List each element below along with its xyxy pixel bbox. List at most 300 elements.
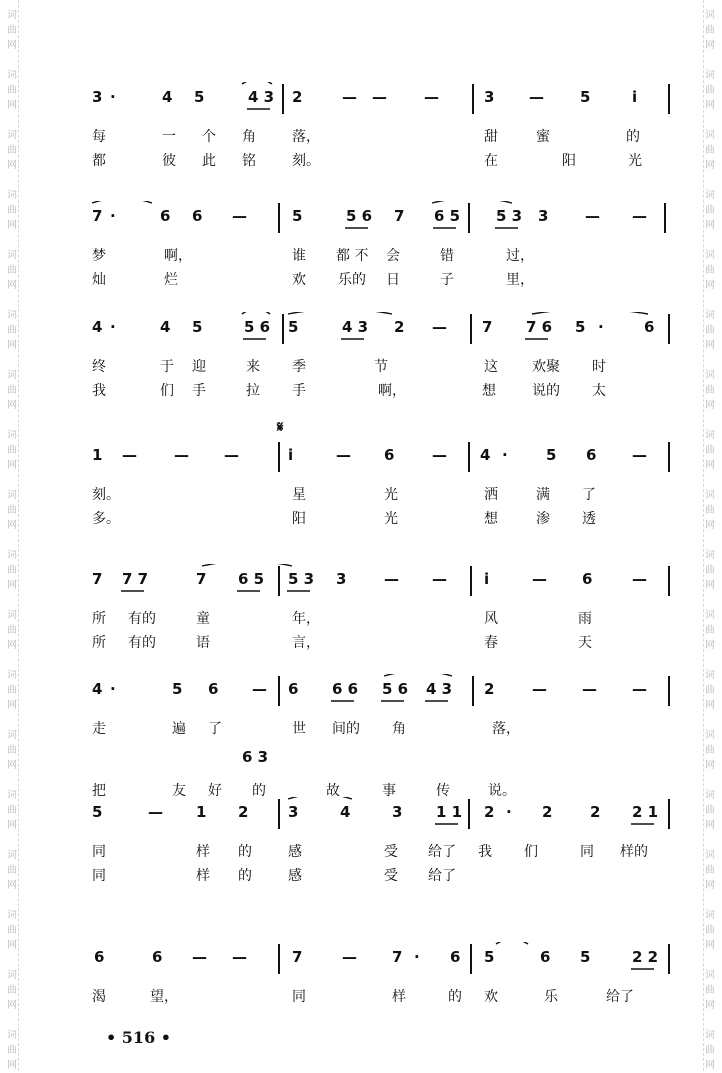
lyric-line <box>92 718 670 738</box>
jianpu-note: 1 <box>196 803 207 821</box>
lyric-syllable: 阳 <box>292 511 306 527</box>
right-watermark-char: 曲 <box>705 205 715 216</box>
left-watermark-char: 网 <box>7 280 17 291</box>
left-watermark-char: 词 <box>7 190 17 201</box>
left-watermark-char: 曲 <box>7 385 17 396</box>
jianpu-note: · <box>598 318 604 336</box>
right-watermark-char: 曲 <box>705 445 715 456</box>
lyric-syllable: 光 <box>384 487 398 503</box>
jianpu-note: — <box>342 948 357 966</box>
lyric-syllable: 刻。 <box>292 153 320 169</box>
jianpu-note: 4 3 <box>426 680 453 698</box>
jianpu-note: 6 <box>582 570 593 588</box>
lyric-syllable: 们 <box>160 383 174 399</box>
lyric-syllable: 光 <box>384 511 398 527</box>
lyric-syllable: 感 <box>288 868 302 884</box>
beam-underlines <box>92 318 670 348</box>
lyric-syllable: 的 <box>238 844 252 860</box>
lyric-syllable: 灿 <box>92 272 106 288</box>
right-watermark-char: 网 <box>705 760 715 771</box>
jianpu-note: — <box>432 570 447 588</box>
right-watermark-char: 曲 <box>705 85 715 96</box>
jianpu-note: 6 6 <box>332 680 359 698</box>
lyric-line <box>92 508 670 528</box>
left-watermark-char: 网 <box>7 40 17 51</box>
slur-arc <box>432 201 512 203</box>
right-watermark-char: 网 <box>705 640 715 651</box>
left-watermark-char: 网 <box>7 220 17 231</box>
right-watermark-char: 词 <box>705 250 715 261</box>
lyric-syllable: 星 <box>292 487 306 503</box>
lyric-syllable: 遍 <box>172 721 186 737</box>
right-watermark-char: 词 <box>705 430 715 441</box>
left-watermark-char: 网 <box>7 1060 17 1071</box>
lyric-syllable: 所 <box>92 611 106 627</box>
lyric-syllable: 子 <box>440 272 454 288</box>
jianpu-note: — <box>632 446 647 464</box>
jianpu-note: i <box>632 88 638 106</box>
left-watermark-char: 词 <box>7 10 17 21</box>
left-watermark-char: 词 <box>7 730 17 741</box>
lyric-syllable: 时 <box>592 359 606 375</box>
lyric-syllable: 于 <box>160 359 174 375</box>
lyric-syllable: 样 <box>196 844 210 860</box>
right-watermark-char: 曲 <box>705 265 715 276</box>
lyric-syllable: 此 <box>202 153 216 169</box>
right-watermark-char: 词 <box>705 550 715 561</box>
beam-underlines <box>92 948 670 978</box>
right-watermark-char: 词 <box>705 850 715 861</box>
jianpu-note: · <box>506 803 512 821</box>
left-watermark-char: 词 <box>7 130 17 141</box>
left-watermark-char: 网 <box>7 1000 17 1011</box>
jianpu-note: 6 5 <box>434 207 461 225</box>
right-watermark-char: 词 <box>705 970 715 981</box>
jianpu-note: 5 <box>288 318 299 336</box>
left-watermark-char: 网 <box>7 820 17 831</box>
jianpu-note: 5 <box>92 803 103 821</box>
left-watermark-char: 曲 <box>7 1045 17 1056</box>
right-watermark-char: 网 <box>705 220 715 231</box>
left-watermark-char: 词 <box>7 970 17 981</box>
lyric-syllable: 样的 <box>620 844 648 860</box>
jianpu-note: 5 6 <box>244 318 271 336</box>
lyric-line <box>92 150 670 170</box>
music-system <box>92 803 670 903</box>
left-watermark-char: 词 <box>7 370 17 381</box>
left-watermark-char: 词 <box>7 610 17 621</box>
lyric-line <box>92 608 670 628</box>
right-watermark-char: 曲 <box>705 25 715 36</box>
lyric-syllable: 样 <box>196 868 210 884</box>
jianpu-note: 5 3 <box>496 207 523 225</box>
ornament-notes: 6 3 <box>242 748 269 766</box>
lyric-syllable: 受 <box>384 844 398 860</box>
left-watermark-char: 曲 <box>7 445 17 456</box>
lyric-syllable: 受 <box>384 868 398 884</box>
lyric-syllable: 间的 <box>332 721 360 737</box>
jianpu-note: 4 <box>340 803 351 821</box>
right-watermark-char: 曲 <box>705 565 715 576</box>
jianpu-note: · <box>414 948 420 966</box>
lyric-syllable: 给了 <box>606 989 634 1005</box>
jianpu-note: i <box>484 570 490 588</box>
right-watermark-char: 网 <box>705 580 715 591</box>
lyric-syllable: 洒 <box>484 487 498 503</box>
jianpu-note: 6 <box>288 680 299 698</box>
left-watermark-char: 网 <box>7 700 17 711</box>
music-system <box>92 318 670 418</box>
right-watermark-char: 词 <box>705 10 715 21</box>
jianpu-note: 7 <box>394 207 405 225</box>
right-watermark-char: 曲 <box>705 805 715 816</box>
lyric-syllable: 过， <box>506 248 534 264</box>
left-watermark-char: 曲 <box>7 985 17 996</box>
left-watermark-char: 词 <box>7 790 17 801</box>
jianpu-note: 6 <box>192 207 203 225</box>
music-system <box>92 948 670 1048</box>
left-watermark-char: 词 <box>7 430 17 441</box>
jianpu-note: 6 <box>450 948 461 966</box>
jianpu-note: 6 <box>152 948 163 966</box>
jianpu-note: 3 <box>484 88 495 106</box>
lyric-syllable: 铭 <box>242 153 256 169</box>
left-watermark-char: 网 <box>7 940 17 951</box>
right-watermark-char: 网 <box>705 100 715 111</box>
jianpu-note: — <box>632 570 647 588</box>
lyric-syllable: 烂 <box>164 272 178 288</box>
lyric-syllable: 世 <box>292 721 306 737</box>
lyric-syllable: 想 <box>482 383 496 399</box>
lyric-syllable: 乐的 <box>338 272 366 288</box>
left-watermark-char: 词 <box>7 310 17 321</box>
jianpu-note: — <box>372 88 387 106</box>
right-watermark-char: 词 <box>705 610 715 621</box>
jianpu-note: 6 <box>94 948 105 966</box>
right-watermark-char: 曲 <box>705 145 715 156</box>
jianpu-note: 2 <box>590 803 601 821</box>
jianpu-note: 4 <box>480 446 491 464</box>
jianpu-note: 5 6 <box>382 680 409 698</box>
lyric-syllable: 啊， <box>378 383 406 399</box>
lyric-syllable: 甜 <box>484 129 498 145</box>
right-watermark-char: 网 <box>705 160 715 171</box>
jianpu-note: — <box>342 88 357 106</box>
jianpu-note: 4 <box>92 318 103 336</box>
jianpu-note: 4 <box>162 88 173 106</box>
jianpu-note: · <box>502 446 508 464</box>
left-watermark-char: 网 <box>7 460 17 471</box>
left-watermark-char: 网 <box>7 640 17 651</box>
right-watermark-char: 曲 <box>705 385 715 396</box>
lyric-syllable: 同 <box>292 989 306 1005</box>
segno-sign: 𝄋 <box>277 418 284 436</box>
jianpu-note: 7 <box>92 207 103 225</box>
left-watermark-char: 词 <box>7 250 17 261</box>
lyric-syllable: 个 <box>202 129 216 145</box>
lyric-line <box>92 865 670 885</box>
slur-arc <box>202 564 292 566</box>
slur-arc <box>92 201 152 203</box>
jianpu-note: 7 <box>392 948 403 966</box>
right-watermark-char: 网 <box>705 880 715 891</box>
lyric-syllable: 说。 <box>488 783 516 799</box>
right-watermark-char: 网 <box>705 460 715 471</box>
lyric-syllable: 日 <box>386 272 400 288</box>
lyric-syllable: 谁 <box>292 248 306 264</box>
lyric-syllable: 会 <box>386 248 400 264</box>
lyric-syllable: 感 <box>288 844 302 860</box>
left-watermark-char: 曲 <box>7 565 17 576</box>
lyric-syllable: 好 <box>208 783 222 799</box>
right-watermark-char: 词 <box>705 310 715 321</box>
right-watermark-char: 曲 <box>705 625 715 636</box>
lyric-syllable: 刻。 <box>92 487 120 503</box>
left-watermark-char: 曲 <box>7 685 17 696</box>
lyric-syllable: 都 <box>92 153 106 169</box>
jianpu-note: 4 <box>92 680 103 698</box>
jianpu-note: 5 <box>580 88 591 106</box>
right-watermark-char: 词 <box>705 1030 715 1041</box>
left-watermark-char: 网 <box>7 400 17 411</box>
lyric-line <box>92 356 670 376</box>
lyric-syllable: 彼 <box>162 153 176 169</box>
left-watermark-char: 曲 <box>7 205 17 216</box>
left-watermark-char: 词 <box>7 1030 17 1041</box>
lyric-syllable: 给了 <box>428 868 456 884</box>
jianpu-note: 2 2 <box>632 948 659 966</box>
lyric-syllable: 有的 <box>128 635 156 651</box>
lyric-syllable: 的 <box>626 129 640 145</box>
lyric-syllable: 同 <box>92 844 106 860</box>
right-watermark-char: 词 <box>705 70 715 81</box>
left-watermark-char: 词 <box>7 850 17 861</box>
lyric-syllable: 错 <box>440 248 454 264</box>
lyric-syllable: 梦 <box>92 248 106 264</box>
lyric-line <box>92 380 670 400</box>
left-watermark-char: 网 <box>7 760 17 771</box>
left-watermark-char: 词 <box>7 550 17 561</box>
jianpu-note: 5 <box>575 318 586 336</box>
right-watermark-char: 网 <box>705 700 715 711</box>
slur-arc <box>496 942 528 944</box>
right-watermark-char: 网 <box>705 820 715 831</box>
jianpu-note: 6 5 <box>238 570 265 588</box>
right-watermark-char: 网 <box>705 1060 715 1071</box>
left-watermark-char: 词 <box>7 490 17 501</box>
left-watermark-char: 曲 <box>7 25 17 36</box>
jianpu-note: 7 <box>92 570 103 588</box>
right-watermark-char: 网 <box>705 400 715 411</box>
lyric-syllable: 在 <box>484 153 498 169</box>
jianpu-note: 2 <box>394 318 405 336</box>
lyric-line <box>92 632 670 652</box>
jianpu-note: 7 <box>292 948 303 966</box>
lyric-syllable: 把 <box>92 783 106 799</box>
lyric-syllable: 角 <box>242 129 256 145</box>
jianpu-note: 5 <box>192 318 203 336</box>
lyric-syllable: 年， <box>292 611 320 627</box>
jianpu-note: 6 <box>586 446 597 464</box>
lyric-syllable: 手 <box>292 383 306 399</box>
lyric-line <box>92 269 670 289</box>
lyric-syllable: 欢聚 <box>532 359 560 375</box>
lyric-syllable: 都 不 <box>336 248 369 264</box>
jianpu-note: 7 <box>196 570 207 588</box>
jianpu-note: 3 <box>288 803 299 821</box>
left-watermark-char: 曲 <box>7 85 17 96</box>
slur-arc <box>242 82 272 84</box>
left-watermark-char: 曲 <box>7 625 17 636</box>
left-watermark-char: 网 <box>7 520 17 531</box>
right-watermark-char: 曲 <box>705 865 715 876</box>
jianpu-note: 6 <box>160 207 171 225</box>
left-watermark-char: 曲 <box>7 865 17 876</box>
lyric-line <box>92 986 670 1006</box>
jianpu-note: 5 <box>580 948 591 966</box>
lyric-syllable: 传 <box>436 783 450 799</box>
lyric-syllable: 想 <box>484 511 498 527</box>
lyric-syllable: 每 <box>92 129 106 145</box>
left-watermark-char: 词 <box>7 670 17 681</box>
lyric-syllable: 这 <box>484 359 498 375</box>
lyric-syllable: 欢 <box>484 989 498 1005</box>
lyric-syllable: 样 <box>392 989 406 1005</box>
lyric-syllable: 透 <box>582 511 596 527</box>
jianpu-note: 5 <box>292 207 303 225</box>
jianpu-note: 2 1 <box>632 803 659 821</box>
right-watermark-char: 词 <box>705 670 715 681</box>
slur-arc <box>242 312 270 314</box>
lyric-syllable: 的 <box>238 868 252 884</box>
jianpu-note: 5 <box>546 446 557 464</box>
left-watermark-char: 曲 <box>7 265 17 276</box>
jianpu-note: 5 <box>172 680 183 698</box>
jianpu-note: 5 <box>484 948 495 966</box>
lyric-syllable: 光 <box>628 153 642 169</box>
jianpu-note: 7 6 <box>526 318 553 336</box>
left-watermark-char: 网 <box>7 100 17 111</box>
jianpu-note: 2 <box>292 88 303 106</box>
right-watermark-char: 词 <box>705 790 715 801</box>
jianpu-note: — <box>232 207 247 225</box>
lyric-syllable: 里， <box>506 272 534 288</box>
lyric-syllable: 蜜 <box>536 129 550 145</box>
lyric-syllable: 的 <box>252 783 266 799</box>
lyric-line <box>92 841 670 861</box>
lyric-syllable: 渗 <box>536 511 550 527</box>
jianpu-note: — <box>122 446 137 464</box>
lyric-syllable: 雨 <box>578 611 592 627</box>
lyric-syllable: 终 <box>92 359 106 375</box>
jianpu-note: — <box>174 446 189 464</box>
jianpu-note: — <box>148 803 163 821</box>
lyric-syllable: 我 <box>92 383 106 399</box>
right-watermark-char: 词 <box>705 130 715 141</box>
lyric-syllable: 季 <box>292 359 306 375</box>
jianpu-note: — <box>192 948 207 966</box>
lyric-syllable: 春 <box>484 635 498 651</box>
left-watermark-char: 曲 <box>7 325 17 336</box>
right-watermark-char: 曲 <box>705 985 715 996</box>
jianpu-note: — <box>336 446 351 464</box>
lyric-syllable: 有的 <box>128 611 156 627</box>
lyric-syllable: 满 <box>536 487 550 503</box>
right-watermark-char: 词 <box>705 910 715 921</box>
lyric-syllable: 角 <box>392 721 406 737</box>
right-watermark-char: 曲 <box>705 505 715 516</box>
left-watermark-char: 网 <box>7 880 17 891</box>
right-watermark-char: 词 <box>705 370 715 381</box>
jianpu-note: 4 <box>160 318 171 336</box>
beam-underlines <box>92 803 670 833</box>
lyric-syllable: 走 <box>92 721 106 737</box>
left-watermark-char: 网 <box>7 340 17 351</box>
lyric-syllable: 望， <box>150 989 178 1005</box>
lyric-syllable: 童 <box>196 611 210 627</box>
lyric-syllable: 手 <box>192 383 206 399</box>
right-watermark-char: 词 <box>705 730 715 741</box>
lyric-syllable: 落， <box>492 721 520 737</box>
jianpu-note: — <box>632 680 647 698</box>
jianpu-note: — <box>424 88 439 106</box>
lyric-syllable: 同 <box>92 868 106 884</box>
lyric-syllable: 天 <box>578 635 592 651</box>
beam-underlines <box>92 88 670 118</box>
lyric-syllable: 节 <box>374 359 388 375</box>
jianpu-note: 5 6 <box>346 207 373 225</box>
jianpu-note: 1 1 <box>436 803 463 821</box>
jianpu-note: — <box>432 318 447 336</box>
jianpu-note: — <box>232 948 247 966</box>
slur-arc <box>384 674 452 676</box>
jianpu-note: — <box>529 88 544 106</box>
lyric-syllable: 欢 <box>292 272 306 288</box>
right-watermark-char: 曲 <box>705 1045 715 1056</box>
left-watermark-char: 曲 <box>7 925 17 936</box>
lyric-syllable: 事 <box>382 783 396 799</box>
lyric-syllable: 我 <box>478 844 492 860</box>
left-watermark-char: 网 <box>7 160 17 171</box>
lyric-syllable: 说的 <box>532 383 560 399</box>
jianpu-note: 7 7 <box>122 570 149 588</box>
lyric-syllable: 迎 <box>192 359 206 375</box>
lyric-syllable: 落， <box>292 129 320 145</box>
right-watermark-char: 曲 <box>705 925 715 936</box>
jianpu-note: — <box>585 207 600 225</box>
lyric-syllable: 来 <box>246 359 260 375</box>
lyric-syllable: 多。 <box>92 511 120 527</box>
jianpu-note: · <box>110 88 116 106</box>
beam-underlines <box>92 207 670 237</box>
jianpu-note: — <box>532 570 547 588</box>
jianpu-note: 3 <box>92 88 103 106</box>
jianpu-note: 4 3 <box>248 88 275 106</box>
lyric-syllable: 了 <box>208 721 222 737</box>
lyric-syllable: 了 <box>582 487 596 503</box>
lyric-syllable: 所 <box>92 635 106 651</box>
lyric-line <box>92 484 670 504</box>
jianpu-note: — <box>224 446 239 464</box>
beam-underlines <box>92 680 670 710</box>
lyric-syllable: 故 <box>326 783 340 799</box>
music-system <box>92 207 670 307</box>
lyric-syllable: 乐 <box>544 989 558 1005</box>
jianpu-note: — <box>252 680 267 698</box>
jianpu-note: 3 <box>538 207 549 225</box>
jianpu-note: 6 <box>644 318 655 336</box>
jianpu-note: — <box>532 680 547 698</box>
